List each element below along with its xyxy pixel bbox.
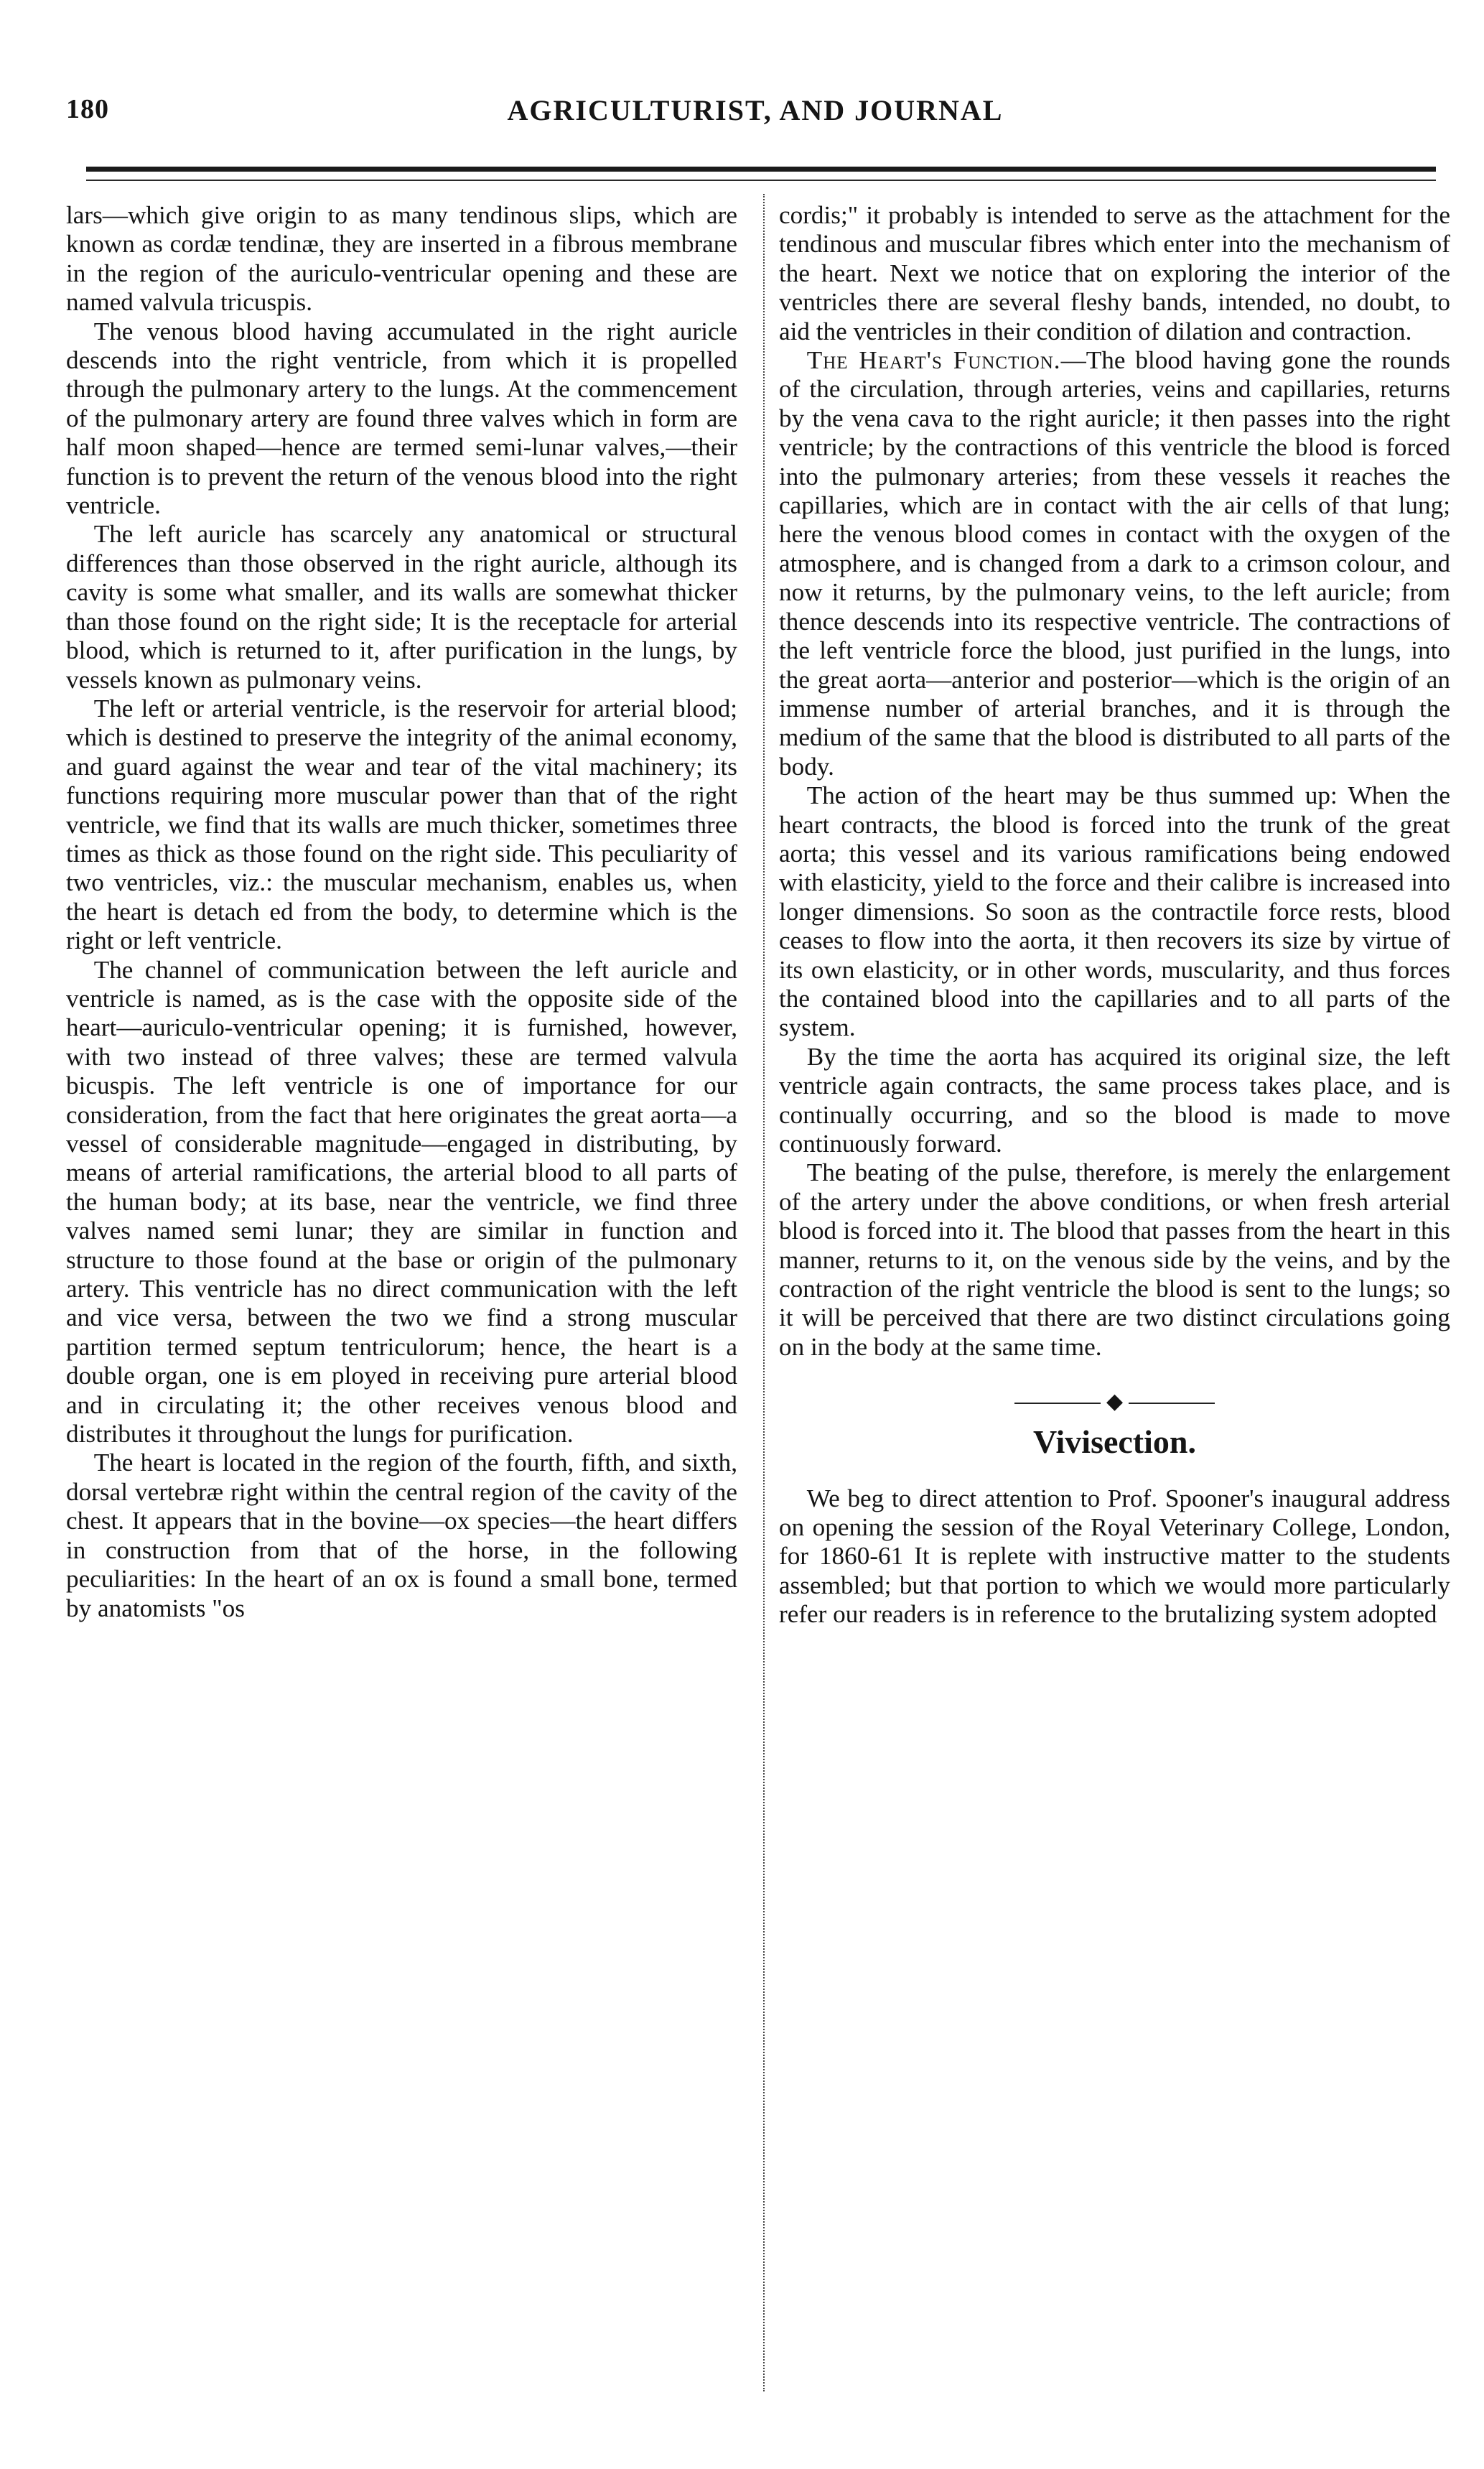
right-column	[779, 201, 1450, 2442]
paragraph: We beg to direct attention to Prof. Spooner's inaugural address on opening the session of the Royal Veterinary College, London, for 1860-61 It is replete with instructive matter to the students assembled; but that portion to which we would more particularly refer our readers is in reference to the brutalizing system adopted	[779, 1484, 1450, 1629]
header-rule-thin	[86, 180, 1436, 181]
left-column	[66, 201, 737, 2442]
column-divider	[763, 194, 765, 2391]
hearts-function-paragraph	[779, 346, 1450, 781]
paragraph: lars—which give origin to as many tendinous slips, which are known as cordæ tendinæ, they are inserted in a fibrous membrane in the region of the auriculo-ventricular opening and these are named valvula tricuspis.	[66, 201, 737, 317]
paragraph: The left auricle has scarcely any anatomical or structural differences than those observed in the right auricle, although its cavity is some what smaller, and its walls are somewhat thicker than those found on the right side; It is the receptacle for arterial blood, which is returned to it, after purification in the lungs, by vessels known as pulmonary veins.	[66, 520, 737, 694]
page-header	[66, 93, 1445, 144]
section-run-in-text: —The blood having gone the rounds of the circulation, through arteries, veins and capillaries, returns by the vena cava to the right auricle; it then passes into the right ventricle; by the contractions of this ventricle the blood is forced into the pulmonary arteries; from these vessels it reaches the capillaries, which are in contact with the air cells of that lung; here the venous blood comes in contact with the oxygen of the atmosphere, and is changed from a dark to a crimson colour, and now it returns, by the pulmonary veins, to the left auricle; from thence descends into its respective ventricle. The contractions of the left ventricle force the blood, just purified in the lungs, into the great aorta—anterior and posterior—which is the origin of an immense number of arterial branches, and it is through the medium of the same that the blood is distributed to all parts of the body.	[779, 346, 1450, 781]
paragraph: The channel of communication between the left auricle and ventricle is named, as is the case with the opposite side of the heart—auriculo-ventricular opening; it is furnished, however, with two instead of three valves; these are termed valvula bicuspis. The left ventricle is one of importance for our consideration, from the fact that here originates the great aorta—a vessel of considerable magnitude—engaged in distributing, by means of arterial ramifications, the arterial blood to all parts of the human body; at its base, near the ventricle, we find three valves named semi lunar; they are similar in function and structure to those found at the base or origin of the pulmonary artery. This ventricle has no direct communication with the left and vice versa, between the two we find a strong muscular partition termed septum tentriculorum; hence, the heart is a double organ, one is em ployed in receiving pure arterial blood and in circulating it; the other receives venous blood and distributes it throughout the lungs for purification.	[66, 955, 737, 1449]
section-title: Vivisection.	[1033, 1423, 1196, 1460]
section-run-in-heading: The Heart's Function.	[806, 346, 1061, 375]
section-ornament: ◆	[779, 1387, 1450, 1416]
page-number: 180	[66, 94, 109, 124]
paragraph: By the time the aorta has acquired its original size, the left ventricle again contracts, the same process takes place, and is continually occurring, and so the blood is made to move continuously forward.	[779, 1042, 1450, 1158]
paragraph: The action of the heart may be thus summed up: When the heart contracts, the blood is forced into the trunk of the great aorta; this vessel and its various ramifications being endowed with elasticity, yield to the force and their calibre is increased into longer dimensions. So soon as the contractile force rests, blood ceases to flow into the aorta, it then recovers its size by virtue of its own elasticity, or in other words, muscularity, and thus forces the contained blood into the capillaries and to all parts of the system.	[779, 781, 1450, 1042]
paragraph: The venous blood having accumulated in the right auricle descends into the right ventricle, from which it is propelled through the pulmonary artery to the lungs. At the commencement of the pulmonary artery are found three valves which in form are half moon shaped—hence are termed semi-lunar valves,—their function is to prevent the return of the venous blood into the right ventricle.	[66, 317, 737, 520]
running-title: AGRICULTURIST, AND JOURNAL	[507, 94, 1004, 126]
header-rule-thick	[86, 167, 1436, 172]
paragraph: The beating of the pulse, therefore, is merely the enlargement of the artery under the above conditions, or when fresh arterial blood is forced into it. The blood that passes from the heart in this manner, returns to it, on the venous side by the veins, and by the contraction of the right ventricle the blood is sent to the lungs; so it will be perceived that there are two distinct circulations going on in the body at the same time.	[779, 1158, 1450, 1361]
paragraph: The heart is located in the region of the fourth, fifth, and sixth, dorsal vertebræ right within the central region of the cavity of the chest. It appears that in the bovine—ox species—the heart differs in construction from that of the horse, in the following peculiarities: In the heart of an ox is found a small bone, termed by anatomists "os	[66, 1449, 737, 1622]
paragraph: The left or arterial ventricle, is the reservoir for arterial blood; which is destined to preserve the integrity of the animal economy, and guard against the wear and tear of the vital machinery; its functions requiring more muscular power than that of the right ventricle, we find that its walls are much thicker, sometimes three times as thick as those found on the right side. This peculiarity of two ventricles, viz.: the muscular mechanism, enables us, when the heart is detach ed from the body, to determine which is the right or left ventricle.	[66, 694, 737, 955]
paragraph: cordis;" it probably is intended to serve as the attachment for the tendinous and muscular fibres which enter into the mechanism of the heart. Next we notice that on exploring the interior of the ventricles there are several fleshy bands, intended, no doubt, to aid the ventricles in their condition of dilation and contraction.	[779, 201, 1450, 345]
